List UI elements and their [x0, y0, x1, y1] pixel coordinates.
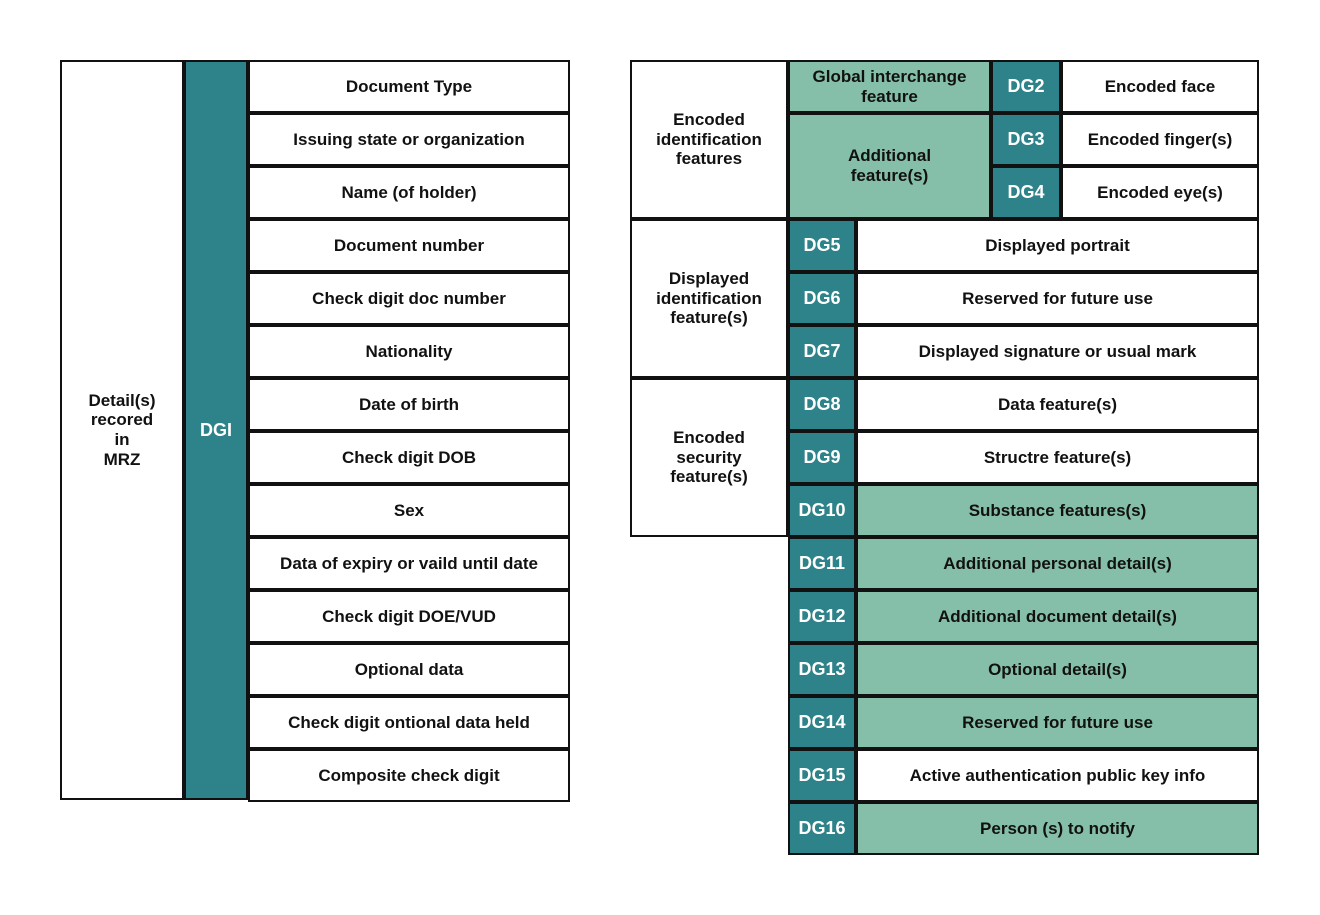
group-label-line-1: Encoded [673, 110, 745, 130]
dg13-label: DG13 [788, 643, 856, 696]
dg16-description: Person (s) to notify [856, 802, 1259, 855]
mrz-row: Check digit DOB [248, 431, 570, 484]
group-label-line-2: identification [656, 288, 762, 308]
group-label-line-2: identification [656, 129, 762, 149]
dg5-label: DG5 [788, 219, 856, 272]
group-label-line-1: Displayed [668, 269, 750, 289]
dg3-label: DG3 [991, 113, 1061, 166]
subgroup-label-line-2: feature [861, 86, 918, 106]
dg10-label: DG10 [788, 484, 856, 537]
mrz-row: Optional data [248, 643, 570, 696]
mrz-row: Check digit DOE/VUD [248, 590, 570, 643]
subgroup-label-line-1: Global interchange [812, 66, 967, 86]
dg7-description: Displayed signature or usual mark [856, 325, 1259, 378]
group-label-line-3: feature(s) [670, 467, 748, 487]
dg11-description: Additional personal detail(s) [856, 537, 1259, 590]
mrz-group-label-line-3: in [114, 430, 130, 449]
dg16-label: DG16 [788, 802, 856, 855]
group-label-line-2: security [676, 447, 742, 467]
group-label-encoded-security-features [630, 378, 788, 537]
dg15-description: Active authentication public key info [856, 749, 1259, 802]
dg14-description: Reserved for future use [856, 696, 1259, 749]
dg1-label: DGI [184, 60, 248, 800]
mrz-row: Check digit ontional data held [248, 696, 570, 749]
mrz-row: Data of expiry or vaild until date [248, 537, 570, 590]
group-label-line-3: feature(s) [670, 308, 748, 328]
dg9-label: DG9 [788, 431, 856, 484]
dg7-label: DG7 [788, 325, 856, 378]
dg4-label: DG4 [991, 166, 1061, 219]
dg8-label: DG8 [788, 378, 856, 431]
mrz-group-label [60, 60, 184, 800]
mrz-row: Check digit doc number [248, 272, 570, 325]
dg3-description: Encoded finger(s) [1061, 113, 1259, 166]
dg11-label: DG11 [788, 537, 856, 590]
dg12-label: DG12 [788, 590, 856, 643]
dg14-label: DG14 [788, 696, 856, 749]
mrz-group-label-line-2: recored [90, 410, 154, 430]
mrz-row: Sex [248, 484, 570, 537]
dg9-description: Structre feature(s) [856, 431, 1259, 484]
dg6-label: DG6 [788, 272, 856, 325]
mrz-row: Issuing state or organization [248, 113, 570, 166]
dg15-label: DG15 [788, 749, 856, 802]
mrz-row: Nationality [248, 325, 570, 378]
subgroup-label-line-1: Additional [847, 146, 932, 166]
dg5-description: Displayed portrait [856, 219, 1259, 272]
mrz-row: Name (of holder) [248, 166, 570, 219]
group-label-line-3: features [675, 149, 743, 169]
dg2-description: Encoded face [1061, 60, 1259, 113]
mrz-row: Date of birth [248, 378, 570, 431]
group-label-encoded-identification-features [630, 60, 788, 219]
dg8-description: Data feature(s) [856, 378, 1259, 431]
dg2-label: DG2 [991, 60, 1061, 113]
dg12-description: Additional document detail(s) [856, 590, 1259, 643]
group-label-displayed-identification-features [630, 219, 788, 378]
subgroup-label-line-2: feature(s) [850, 166, 929, 185]
group-label-line-1: Encoded [673, 428, 745, 448]
mrz-row: Document number [248, 219, 570, 272]
mrz-group-label-line-1: Detail(s) [88, 390, 156, 410]
dg6-description: Reserved for future use [856, 272, 1259, 325]
dg13-description: Optional detail(s) [856, 643, 1259, 696]
subgroup-additional-features [788, 113, 991, 219]
dg10-description: Substance features(s) [856, 484, 1259, 537]
subgroup-global-interchange-feature [788, 60, 991, 113]
dg4-description: Encoded eye(s) [1061, 166, 1259, 219]
mrz-row: Document Type [248, 60, 570, 113]
mrz-row: Composite check digit [248, 749, 570, 802]
mrz-group-label-line-4: MRZ [103, 449, 141, 469]
